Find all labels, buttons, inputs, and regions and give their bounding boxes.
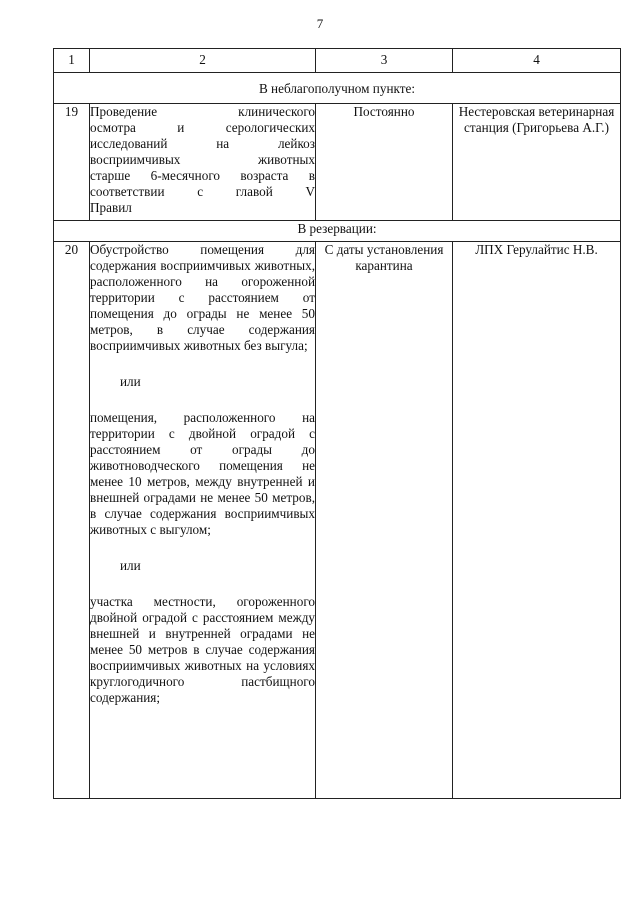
row-number: 19	[54, 104, 90, 221]
row-responsible: ЛПХ Герулайтис Н.В.	[453, 242, 621, 799]
section-title-outbreak: В неблагополучном пункте:	[54, 73, 621, 104]
section-row-outbreak	[54, 73, 621, 104]
description-line: восприимчивых животных	[90, 152, 315, 167]
description-or-2: или	[120, 558, 141, 573]
row-deadline: Постоянно	[316, 104, 453, 221]
description-line: Проведение клинического	[90, 104, 315, 119]
section-title-reservation: В резервации:	[54, 221, 621, 242]
section-row-reservation	[54, 221, 621, 242]
description-line: осмотра и серологических	[90, 120, 315, 135]
description-line: Правил	[90, 200, 132, 215]
description-line: соответствии с главой V	[90, 184, 315, 199]
row-number: 20	[54, 242, 90, 799]
table-row	[54, 104, 621, 221]
row-description	[90, 104, 316, 221]
measures-table	[53, 48, 621, 799]
header-col-3: 3	[316, 49, 453, 73]
description-part-2: помещения, расположенного на территории с двойной оградой с расстоянием от ограды до животноводческого помещения не менее 10 метров, между внутренней и внешней оградами не менее 50 метров, в случае содержания восприимчивых животных с выгулом;	[90, 410, 315, 537]
table-header-row	[54, 49, 621, 73]
row-responsible: Нестеровская ветеринарная станция (Григорьева А.Г.)	[453, 104, 621, 221]
row-deadline: С даты установления карантина	[316, 242, 453, 799]
header-col-4: 4	[453, 49, 621, 73]
table-row	[54, 242, 621, 799]
description-line: исследований на лейкоз	[90, 136, 315, 151]
page-number: 7	[316, 16, 324, 31]
row-description	[90, 242, 316, 799]
description-part-3: участка местности, огороженного двойной оградой с расстоянием между внешней и внутренней оградами не менее 50 метров в случае содержания восприимчивых животных на условиях круглогодичного пастбищного содержания;	[90, 594, 315, 705]
description-line: старше 6-месячного возраста в	[90, 168, 315, 183]
description-or-1: или	[120, 374, 141, 389]
header-col-1: 1	[54, 49, 90, 73]
description-part-1: Обустройство помещения для содержания восприимчивых животных, расположенного на огороженной территории с расстоянием от помещения до ограды не менее 50 метров, в случае содержания восприимчивых животных без выгула;	[90, 242, 315, 353]
header-col-2: 2	[90, 49, 316, 73]
